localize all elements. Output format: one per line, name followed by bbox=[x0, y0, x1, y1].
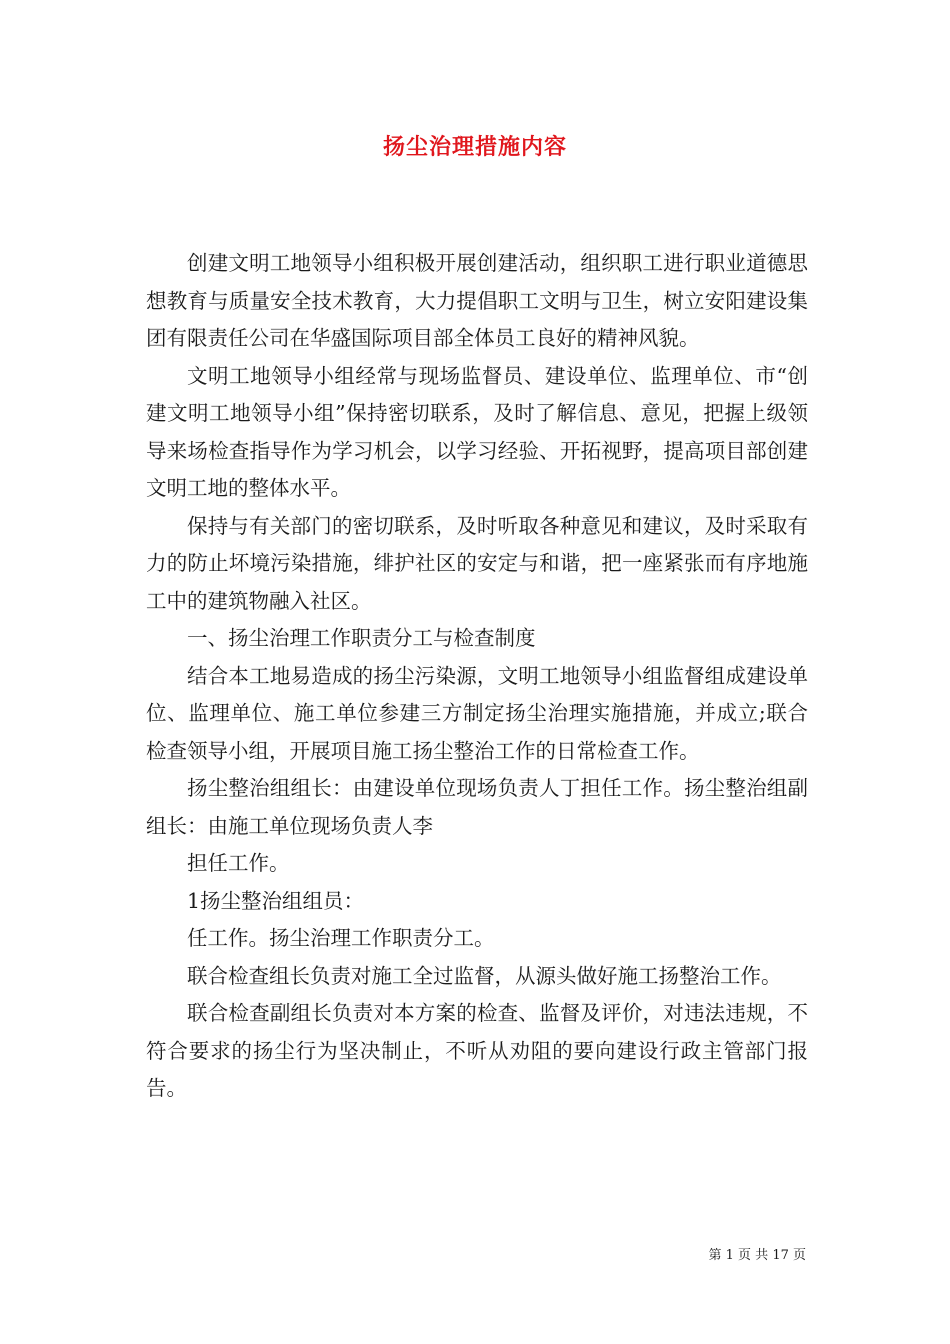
paragraph-group-leaders: 扬尘整治组组长：由建设单位现场负责人丁担任工作。扬尘整治组副组长：由施工单位现场负责人李 bbox=[146, 776, 808, 838]
paragraph-liaison: 文明工地领导小组经常与现场监督员、建设单位、监理单位、市“创建文明工地领导小组”保持密切联系，及时了解信息、意见，把握上级领导来场检查指导作为学习机会，以学习经验、开拓视野，提高项目部创建文明工地的整体水平。 bbox=[146, 363, 808, 500]
paragraph-group-members: 1扬尘整治组组员： bbox=[187, 888, 365, 913]
paragraph-deputy-duty: 联合检查副组长负责对本方案的检查、监督及评价，对违法违规，不符合要求的扬尘行为坚决制止，不听从劝阻的要向建设行政主管部门报告。 bbox=[146, 1001, 808, 1100]
document-title: 扬尘治理措施内容 bbox=[382, 134, 567, 160]
document-body bbox=[146, 245, 808, 1108]
paragraph-leader-duty: 联合检查组长负责对施工全过监督，从源头做好施工扬整治工作。 bbox=[187, 963, 782, 988]
paragraph-community: 保持与有关部门的密切联系，及时听取各种意见和建议，及时采取有力的防止坏境污染措施，绯护社区的安定与和谐，把一座紧张而有序地施工中的建筑物融入社区。 bbox=[146, 513, 808, 613]
page-number-footer: 第 1 页 共 17 页 bbox=[708, 1248, 806, 1263]
paragraph-duty-division: 任工作。扬尘治理工作职责分工。 bbox=[187, 926, 495, 950]
paragraph-leader-role: 担任工作。 bbox=[187, 851, 290, 875]
paragraph-intro: 创建文明工地领导小组积极开展创建活动，组织职工进行职业道德思想教育与质量安全技术教育，大力提倡职工文明与卫生，树立安阳建设集团有限责任公司在华盛国际项目部全体员工良好的精神风貌。 bbox=[146, 251, 808, 350]
paragraph-inspection-group: 结合本工地易造成的扬尘污染源，文明工地领导小组监督组成建设单位、监理单位、施工单位参建三方制定扬尘治理实施措施，并成立;联合检查领导小组，开展项目施工扬尘整治工作的日常检查工作。 bbox=[146, 663, 808, 763]
section-heading-responsibilities: 一、扬尘治理工作职责分工与检查制度 bbox=[187, 626, 536, 650]
